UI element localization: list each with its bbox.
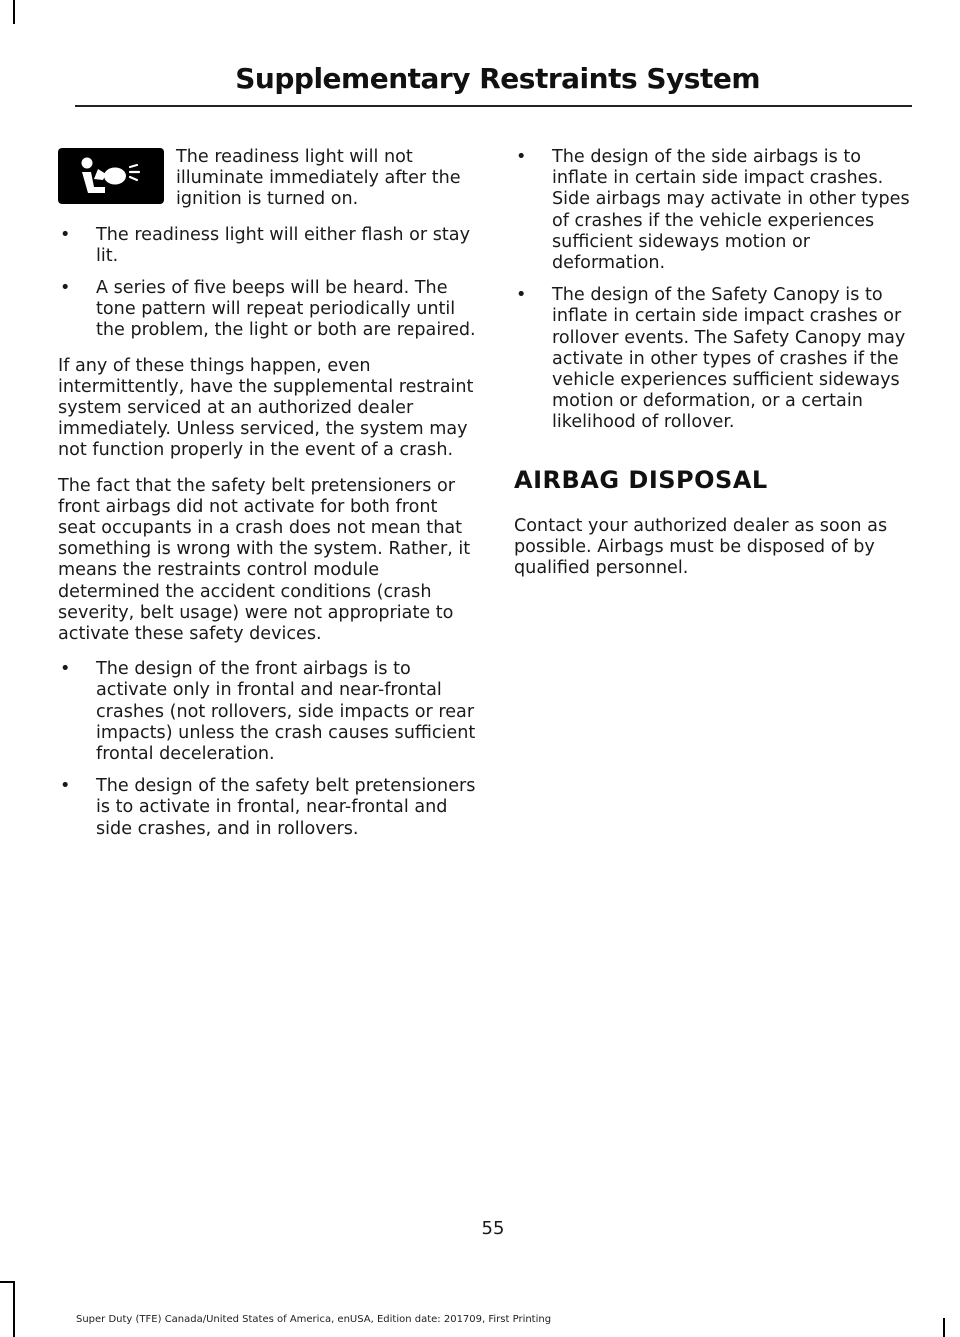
paragraph-disposal: Contact your authorized dealer as soon as possible. Airbags must be disposed of by qualified personnel. xyxy=(514,515,888,579)
list-item xyxy=(58,278,478,342)
list-item xyxy=(514,285,910,433)
page-number: 55 xyxy=(481,1218,505,1239)
right-column xyxy=(514,147,910,593)
paragraph-pretensioners: The fact that the safety belt pretensioners or front airbags did not activate for both front seat occupants in a crash does not mean that something is wrong with the system. Rather, it means the restraints control module determined the accident conditions (crash severity, belt usage) were not appropriate to activate these safety devices. xyxy=(58,475,471,645)
crop-mark-bottom-left-h xyxy=(0,1281,15,1283)
page-title: Supplementary Restraints System xyxy=(235,62,760,95)
bullet-dot: • xyxy=(60,278,71,299)
list-item xyxy=(58,776,478,840)
crop-mark-bottom-left xyxy=(13,1281,15,1337)
list-item-text: A series of five beeps will be heard. The tone pattern will repeat periodically until the problem, the light or both are repaired. xyxy=(96,278,476,341)
airbag-warning-icon xyxy=(58,148,164,204)
warning-block xyxy=(58,147,478,211)
paragraph-service: If any of these things happen, even intermittently, have the supplemental restraint system serviced at an authorized dealer immediately. Unless serviced, the system may not function properly in the event of a crash. xyxy=(58,355,474,461)
bullet-list-design xyxy=(58,659,478,840)
bullet-dot: • xyxy=(60,776,71,797)
list-item-text: The readiness light will either flash or stay lit. xyxy=(96,224,470,266)
list-item-text: The design of the Safety Canopy is to inflate in certain side impact crashes or rollover events. The Safety Canopy may activate in other types of crashes if the vehicle experiences sufficient sideways motion or deformation, or a certain likelihood of rollover. xyxy=(552,285,906,433)
header-rule xyxy=(75,105,912,107)
bullet-dot: • xyxy=(60,659,71,680)
crop-mark-top-left xyxy=(13,0,15,24)
bullet-dot: • xyxy=(516,147,527,167)
list-item-text: The design of the side airbags is to inflate in certain side impact crashes. Side airbags may activate in other types of crashes if the vehicle experiences sufficient sideways motion or deformation. xyxy=(552,147,910,274)
list-item xyxy=(58,225,478,267)
footer-edition: Super Duty (TFE) Canada/United States of America, enUSA, Edition date: 201709, First Printing xyxy=(76,1314,552,1325)
bullet-list-readiness xyxy=(58,225,478,342)
bullet-dot: • xyxy=(60,224,71,245)
warning-text: The readiness light will not illuminate immediately after the ignition is turned on. xyxy=(176,147,461,210)
section-heading-airbag-disposal: AIRBAG DISPOSAL xyxy=(514,465,768,494)
list-item-text: The design of the safety belt pretensioners is to activate in frontal, near-frontal and side crashes, and in rollovers. xyxy=(96,776,476,839)
list-item xyxy=(514,147,910,274)
left-column xyxy=(58,147,478,854)
crop-mark-bottom-right xyxy=(943,1318,945,1337)
bullet-list-side-airbags xyxy=(514,147,910,434)
list-item-text: The design of the front airbags is to activate only in frontal and near-frontal crashes (not rollovers, side impacts or rear impacts) unless the crash causes sufficient frontal deceleration. xyxy=(96,659,476,765)
list-item xyxy=(58,659,478,765)
bullet-dot: • xyxy=(516,285,527,306)
